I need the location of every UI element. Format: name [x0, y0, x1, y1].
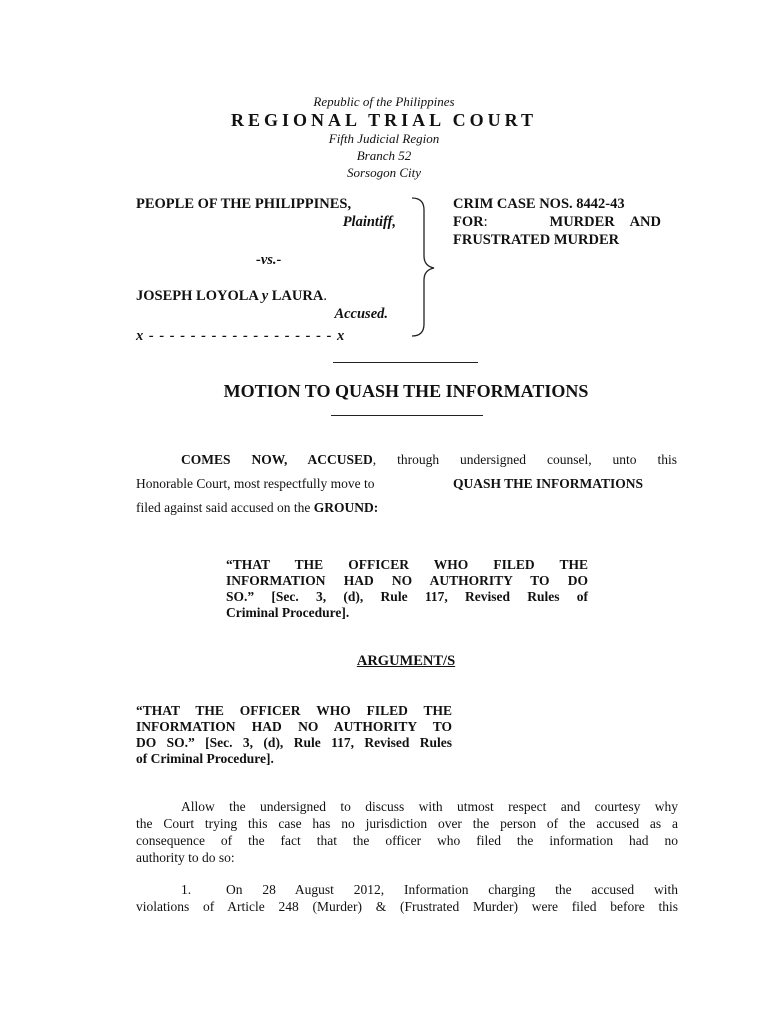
argument-quote-line-1: “THAT THE OFFICER WHO FILED THE [136, 703, 452, 718]
ground-quote-line-1: “THAT THE OFFICER WHO FILED THE [226, 557, 588, 572]
allow-line-2: the Court trying this case has no jurisdiction over the person of the accused as a [136, 816, 678, 831]
motion-title: MOTION TO QUASH THE INFORMATIONS [223, 381, 589, 401]
for-label: FOR [453, 214, 484, 230]
plaintiff-name: PEOPLE OF THE PHILIPPINES, [136, 196, 352, 212]
intro-comes-now: COMES NOW, ACCUSED [181, 452, 373, 467]
versus-label: -vs.- [256, 252, 282, 268]
title-rule-top [333, 362, 478, 363]
allow-line-1: Allow the undersigned to discuss with utmost respect and courtesy why [181, 799, 678, 814]
intro-line-2: Honorable Court, most respectfully move to [136, 476, 375, 491]
argument-quote-line-4: of Criminal Procedure]. [136, 751, 274, 766]
city-line: Sorsogon City [346, 165, 422, 180]
allow-line-3: consequence of the fact that the officer who filed the information had no [136, 833, 678, 848]
item-1-line-2: violations of Article 248 (Murder) & (Frustrated Murder) were filed before this [136, 899, 678, 914]
argument-quote [136, 703, 452, 767]
curly-brace [408, 196, 438, 338]
arguments-heading: ARGUMENT/S [356, 653, 456, 669]
argument-quote-line-3: DO SO.” [Sec. 3, (d), Rule 117, Revised Rules [136, 735, 452, 750]
intro-quash: QUASH THE INFORMATIONS [453, 476, 644, 491]
ground-quote-line-2: INFORMATION HAD NO AUTHORITY TO DO [226, 573, 588, 588]
accused-name-y: y [261, 288, 269, 304]
allow-line-4: authority to do so: [136, 850, 235, 865]
accused-name-last: LAURA [268, 288, 324, 304]
intro-line-1 [181, 448, 677, 472]
republic-line: Republic of the Philippines [313, 94, 455, 109]
intro-line-3 [136, 496, 378, 520]
region-line: Fifth Judicial Region [328, 131, 440, 146]
item-1-number: 1. [181, 882, 192, 897]
case-number: CRIM CASE NOS. 8442-43 [453, 196, 625, 212]
for-offense-1: MURDER AND [549, 214, 661, 230]
accused-role: Accused. [334, 306, 388, 322]
intro-line-1-rest: , through undersigned counsel, unto this [372, 452, 677, 467]
ground-quote [226, 557, 588, 621]
allow-paragraph [136, 798, 678, 866]
for-colon: : [483, 214, 488, 230]
branch-line: Branch 52 [356, 148, 412, 163]
court-name: REGIONAL TRIAL COURT [230, 110, 538, 130]
ground-quote-line-3: SO.” [Sec. 3, (d), Rule 117, Revised Rules of [226, 589, 588, 604]
x-separator-line: x - - - - - - - - - - - - - - - - - - x [136, 328, 346, 344]
intro-line-3-text: filed against said accused on the [136, 500, 314, 515]
accused-name-first: JOSEPH LOYOLA [136, 288, 262, 304]
intro-ground: GROUND: [313, 500, 379, 515]
for-offense-2: FRUSTRATED MURDER [453, 232, 620, 248]
item-1-line-1: On 28 August 2012, Information charging the accused with [226, 882, 678, 897]
plaintiff-role: Plaintiff, [342, 214, 396, 230]
accused-name [136, 288, 327, 305]
argument-quote-line-2: INFORMATION HAD NO AUTHORITY TO [136, 719, 452, 734]
case-for-line [453, 214, 661, 231]
ground-quote-line-4: Criminal Procedure]. [226, 605, 350, 620]
title-rule-bottom [331, 415, 483, 416]
accused-name-dot: . [323, 288, 327, 304]
